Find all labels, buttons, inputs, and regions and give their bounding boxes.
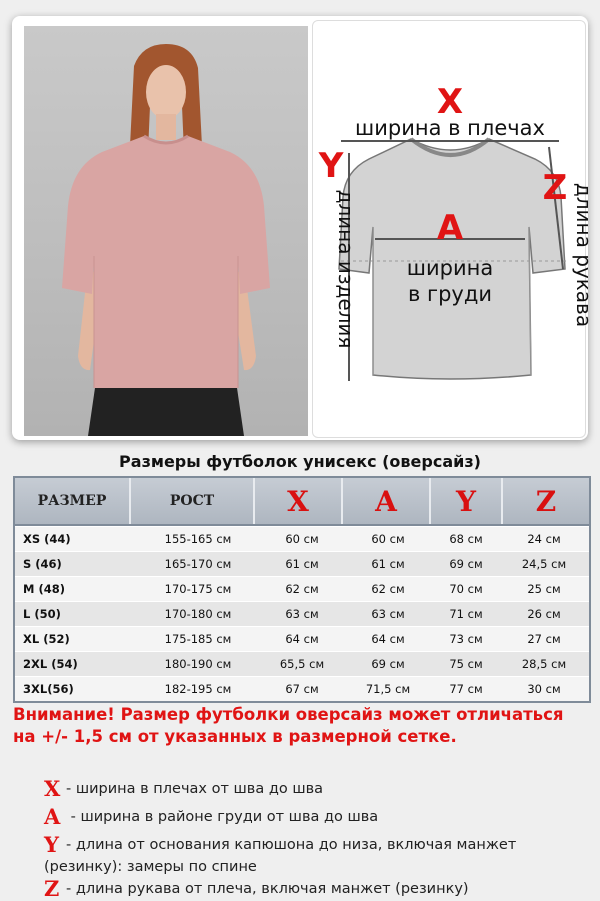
table-row <box>15 576 589 601</box>
cell-a: 61 см <box>371 557 405 571</box>
header-size: РАЗМЕР <box>15 478 131 524</box>
cell-x: 65,5 см <box>279 657 325 671</box>
cell-a: 64 см <box>371 632 405 646</box>
cell-y: 73 см <box>449 632 483 646</box>
legend-text-y: - длина от основания капюшона до низа, включая манжет (резинку): замеры по спине <box>44 837 517 875</box>
diagram-a-label-2: в груди <box>407 282 493 306</box>
cell-z: 26 см <box>527 607 561 621</box>
cell-z: 28,5 см <box>521 657 567 671</box>
cell-size: XS (44) <box>23 532 71 546</box>
header-y: Y <box>431 478 503 524</box>
cell-z: 24 см <box>527 532 561 546</box>
diagram-x-label: ширина в плечах <box>355 116 545 140</box>
size-table <box>13 476 591 703</box>
cell-y: 69 см <box>449 557 483 571</box>
size-warning-note: Внимание! Размер футболки оверсайз может отличаться на +/- 1,5 см от указанных в размерной сетке. <box>13 705 564 746</box>
cell-height: 155-165 см <box>164 532 232 546</box>
cell-y: 77 см <box>449 682 483 696</box>
size-table-body <box>15 526 589 701</box>
cell-z: 24,5 см <box>521 557 567 571</box>
table-row <box>15 676 589 701</box>
cell-x: 62 см <box>285 582 319 596</box>
size-diagram <box>312 20 596 438</box>
cell-x: 63 см <box>285 607 319 621</box>
legend-text-x: - ширина в плечах от шва до шва <box>66 781 324 797</box>
cell-x: 61 см <box>285 557 319 571</box>
diagram-a-label-1: ширина <box>406 256 494 280</box>
table-row <box>15 526 589 551</box>
cell-height: 180-190 см <box>164 657 232 671</box>
cell-a: 62 см <box>371 582 405 596</box>
model-illustration <box>24 26 308 436</box>
table-row <box>15 601 589 626</box>
cell-size: L (50) <box>23 607 61 621</box>
tshirt-measure-diagram <box>313 21 596 437</box>
table-row <box>15 651 589 676</box>
header-height: РОСТ <box>131 478 255 524</box>
cell-a: 63 см <box>371 607 405 621</box>
diagram-z-letter: Z <box>542 168 568 208</box>
legend-letter-x: X <box>44 776 61 801</box>
cell-y: 68 см <box>449 532 483 546</box>
cell-a: 71,5 см <box>365 682 411 696</box>
table-row <box>15 551 589 576</box>
cell-height: 175-185 см <box>164 632 232 646</box>
cell-size: 3XL(56) <box>23 682 74 696</box>
model-photo <box>24 26 308 436</box>
legend-item-x <box>44 778 584 800</box>
legend-letter-a: A <box>44 804 61 829</box>
diagram-y-label: длина изделия <box>334 189 358 349</box>
cell-y: 71 см <box>449 607 483 621</box>
cell-y: 75 см <box>449 657 483 671</box>
diagram-z-label: длина рукава <box>572 182 596 328</box>
cell-a: 69 см <box>371 657 405 671</box>
cell-height: 182-195 см <box>164 682 232 696</box>
cell-z: 30 см <box>527 682 561 696</box>
table-row <box>15 626 589 651</box>
cell-x: 64 см <box>285 632 319 646</box>
cell-height: 170-180 см <box>164 607 232 621</box>
size-table-title: Размеры футболок унисекс (оверсайз) <box>119 452 481 471</box>
legend-item-z <box>44 878 584 900</box>
header-z: Z <box>535 484 557 518</box>
diagram-y-letter: Y <box>318 146 344 186</box>
cell-a: 60 см <box>371 532 405 546</box>
cell-height: 165-170 см <box>164 557 232 571</box>
legend-text-a: - ширина в районе груди от шва до шва <box>66 809 379 825</box>
legend-letter-y: Y <box>44 832 59 857</box>
product-image-card <box>12 16 596 440</box>
cell-x: 60 см <box>285 532 319 546</box>
cell-x: 67 см <box>285 682 319 696</box>
size-table-header <box>15 478 589 526</box>
diagram-a-letter: A <box>436 208 464 248</box>
cell-y: 70 см <box>449 582 483 596</box>
legend-letter-z: Z <box>44 876 60 901</box>
cell-size: 2XL (54) <box>23 657 78 671</box>
header-x: X <box>255 478 343 524</box>
cell-size: S (46) <box>23 557 62 571</box>
legend-item-a <box>44 806 584 828</box>
cell-size: XL (52) <box>23 632 70 646</box>
cell-z: 25 см <box>527 582 561 596</box>
header-a: A <box>343 478 431 524</box>
legend-text-z: - длина рукава от плеча, включая манжет (резинку) <box>66 881 469 897</box>
cell-size: M (48) <box>23 582 65 596</box>
legend-item-y <box>44 834 584 878</box>
cell-z: 27 см <box>527 632 561 646</box>
diagram-x-letter: X <box>436 82 464 122</box>
cell-height: 170-175 см <box>164 582 232 596</box>
